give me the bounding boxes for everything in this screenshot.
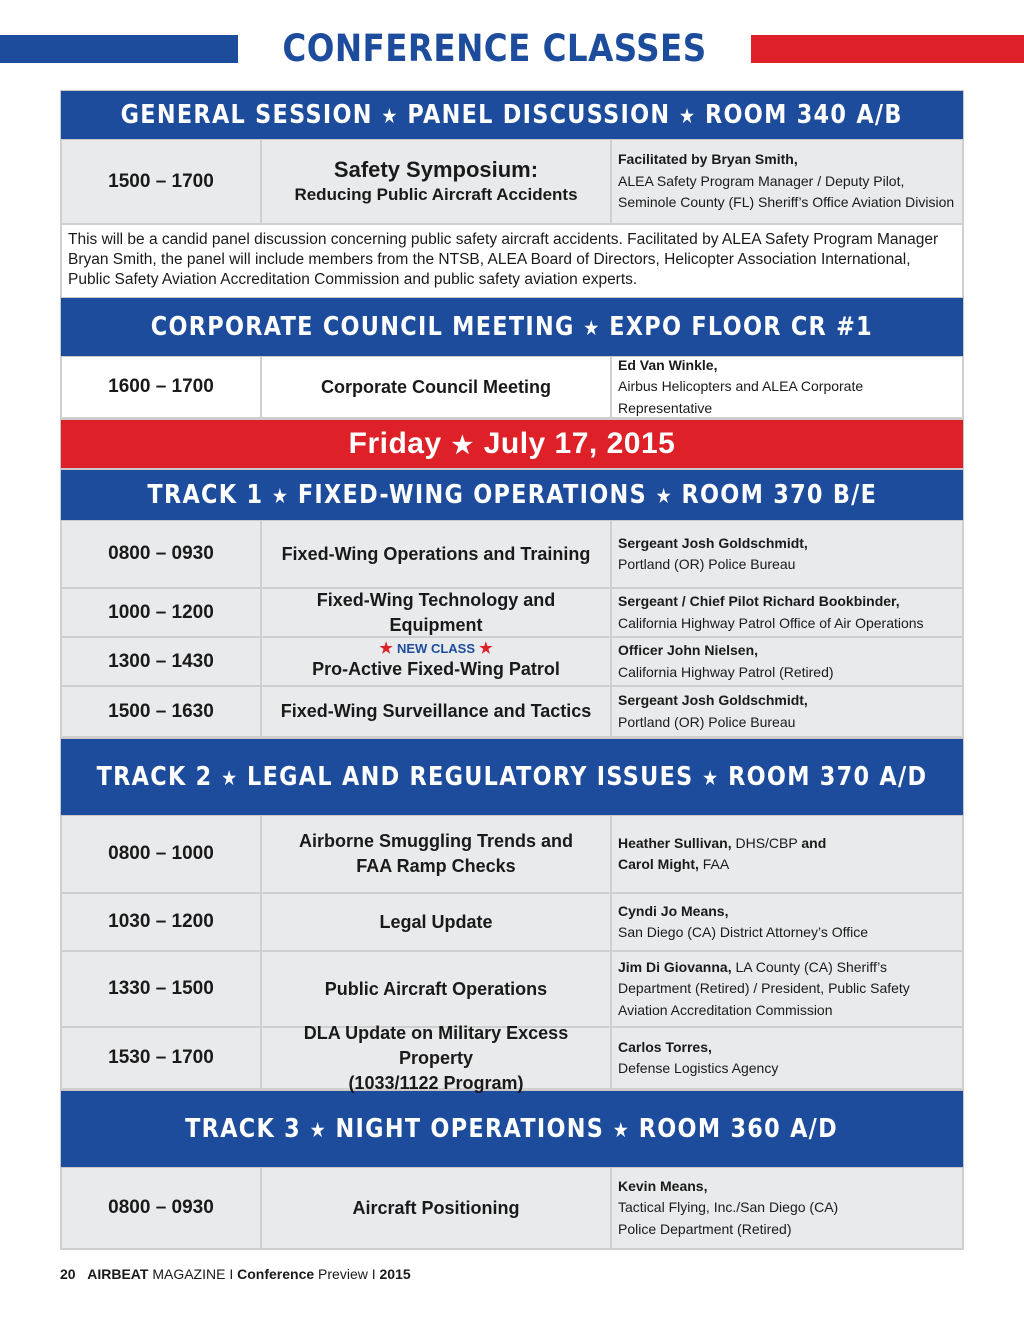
section-header-part: ROOM 370 A/D [728,762,928,792]
session-title-line: Reducing Public Aircraft Accidents [294,184,578,204]
star-icon: ★ [583,316,601,340]
star-icon: ★ [655,484,673,508]
section-header [60,1090,964,1168]
session-time: 0800 – 0930 [62,521,262,587]
session-time: 0800 – 0930 [62,1168,262,1248]
facilitator-lines [618,355,956,420]
section-header-part: CORPORATE COUNCIL MEETING [150,312,575,342]
session-title-line: FAA Ramp Checks [356,856,516,876]
facilitator-detail: Defense Logistics Agency [618,1060,779,1076]
footer-preview: Preview [314,1266,368,1282]
star-icon: ★ [475,640,493,657]
table-row [60,1168,964,1250]
day-banner-part: July 17, 2015 [483,427,676,460]
facilitator-lines [618,1176,956,1241]
facilitator-name: Officer John Nielsen, [618,642,759,658]
section-header-part: EXPO FLOOR CR #1 [609,312,874,342]
star-icon: ★ [679,104,697,128]
session-title [262,638,612,685]
facilitator-name: Heather Sullivan, [618,834,732,851]
session-facilitator [612,952,962,1026]
facilitator-name: Kevin Means, [618,1177,708,1194]
session-title-line: (1033/1122 Program) [348,1072,524,1093]
facilitator-line [618,833,956,855]
session-time: 1600 – 1700 [62,357,262,417]
session-title [262,521,612,587]
session-title-line: Safety Symposium: [333,156,539,182]
star-icon: ★ [379,640,397,657]
session-facilitator [612,816,962,892]
facilitator-name: Cyndi Jo Means, [618,902,729,919]
day-banner-part: Friday [348,427,442,460]
star-icon: ★ [613,1118,631,1142]
facilitator-lines [618,533,956,576]
new-class-label: NEW CLASS [397,641,475,656]
table-row [60,589,964,638]
star-icon: ★ [221,766,239,790]
section-header-part: ROOM 370 B/E [681,480,877,510]
session-facilitator [612,687,962,736]
new-class-badge [379,641,492,657]
section-header-part: GENERAL SESSION [120,100,374,130]
session-title-line: DLA Update on Military Excess Property [303,1022,569,1068]
star-icon: ★ [381,104,400,128]
star-icon: ★ [451,432,474,459]
session-title-line: Aircraft Positioning [352,1197,520,1218]
facilitator-detail: California Highway Patrol (Retired) [618,663,834,680]
session-title [262,357,612,417]
facilitator-detail: LA County (CA) Sheriff’s [731,958,887,975]
facilitator-lines [618,149,956,214]
footer-year: 2015 [379,1266,411,1282]
session-facilitator [612,638,962,685]
schedule-table [60,90,964,1250]
session-time: 1000 – 1200 [62,589,262,636]
footer-brand: AIRBEAT [87,1266,149,1282]
section-header-text [186,1114,839,1144]
table-row [60,1022,964,1093]
facilitator-detail: Representative [618,399,713,416]
session-title [262,589,612,636]
table-row [60,687,964,738]
star-icon: ★ [702,766,720,790]
section-header-text [151,312,873,342]
page-title: CONFERENCE CLASSES [282,27,707,70]
footer-section: Conference [237,1266,315,1282]
facilitator-name: Carlos Torres, [618,1038,712,1055]
table-row [60,816,964,894]
session-time: 1300 – 1430 [62,638,262,685]
footer-separator: I [367,1266,380,1282]
session-title [262,140,612,223]
section-header [60,469,964,521]
session-title [262,816,612,892]
session-time: 1500 – 1700 [62,140,262,223]
facilitator-name: Sergeant / Chief Pilot Richard Bookbinder, [618,593,900,609]
facilitator-detail: Seminole County (FL) Sheriff’s Office Aviation Division [618,194,955,211]
day-banner-text [349,427,676,461]
facilitator-name: and [801,834,827,851]
session-title [262,1168,612,1248]
session-facilitator [612,140,962,223]
facilitator-line [618,957,956,979]
facilitator-detail: ALEA Safety Program Manager / Deputy Pilot, [618,172,905,189]
facilitator-lines [618,1037,956,1080]
facilitator-detail: Portland (OR) Police Bureau [618,713,796,730]
session-title [262,1022,612,1093]
facilitator-detail: Police Department (Retired) [618,1220,792,1237]
session-title-line: Legal Update [379,911,493,932]
facilitator-name: Jim Di Giovanna, [618,958,732,975]
section-header-part: LEGAL AND REGULATORY ISSUES [247,762,694,792]
facilitator-name: Sergeant Josh Goldschmidt, [618,534,808,551]
section-header-text [147,480,877,510]
session-facilitator [612,894,962,950]
table-row [60,952,964,1028]
session-title-line: Public Aircraft Operations [324,978,548,999]
section-header-part: NIGHT OPERATIONS [335,1114,605,1144]
section-header [60,297,964,357]
section-header-part: FIXED-WING OPERATIONS [297,480,647,510]
section-header [60,90,964,140]
session-title-line: Fixed-Wing Surveillance and Tactics [280,701,592,721]
table-row [60,638,964,687]
session-title-line: Fixed-Wing Operations and Training [281,543,591,564]
facilitator-detail: DHS/CBP [731,834,802,851]
page-footer [60,1266,411,1282]
header-right-bar [751,35,1024,63]
facilitator-detail: Department (Retired) / President, Public Safety [618,980,910,997]
facilitator-name: Carol Might, [618,856,699,872]
table-row [60,521,964,589]
facilitator-detail: California Highway Patrol Office of Air Operations [618,614,924,631]
facilitator-lines [618,957,956,1022]
facilitator-lines [618,591,956,634]
facilitator-detail: Tactical Flying, Inc./San Diego (CA) [618,1199,839,1216]
session-time: 0800 – 1000 [62,816,262,892]
footer-page-number: 20 [60,1266,76,1282]
facilitator-name: Ed Van Winkle, [618,356,718,373]
facilitator-lines [618,690,956,733]
day-banner [60,419,964,469]
session-facilitator [612,1028,962,1088]
footer-separator: I [225,1266,238,1282]
section-header-part: TRACK 3 [185,1114,302,1144]
table-row [60,140,964,225]
facilitator-line [618,1000,956,1022]
session-facilitator [612,1168,962,1248]
section-header-part: ROOM 340 A/B [705,100,904,130]
session-facilitator [612,589,962,636]
session-title [262,687,612,736]
facilitator-detail: Portland (OR) Police Bureau [618,556,796,572]
session-title [262,952,612,1026]
facilitator-name: Sergeant Josh Goldschmidt, [618,692,808,708]
session-time: 1530 – 1700 [62,1028,262,1088]
header-left-bar [0,35,238,63]
section-header-text [121,100,903,130]
facilitator-detail: San Diego (CA) District Attorney’s Office [618,924,869,940]
table-row [60,357,964,419]
section-header-part: PANEL DISCUSSION [407,100,671,130]
table-row [60,894,964,952]
facilitator-lines [618,833,956,876]
session-time: 1330 – 1500 [62,952,262,1026]
session-title-line: Fixed-Wing Technology and Equipment [316,589,556,635]
facilitator-detail: Airbus Helicopters and ALEA Corporate [618,378,864,395]
session-title-line: Pro-Active Fixed-Wing Patrol [312,659,560,679]
session-title [262,894,612,950]
session-title-line: Corporate Council Meeting [320,376,551,397]
session-description: This will be a candid panel discussion concerning public safety aircraft accidents. Facilitated by ALEA Safety Program Manager Bryan Smith, the panel will include members from the NTSB, ALEA Board of Directors, Helicopter Association International, Public Safety Aviation Accreditation Commission and public safety aviation experts. [60,225,964,297]
facilitator-detail: Aviation Accreditation Commission [618,1001,833,1018]
section-header-text [97,762,928,792]
section-header-part: ROOM 360 A/D [639,1114,839,1144]
facilitator-line [618,978,956,1000]
facilitator-lines [618,901,956,944]
session-title-line: Airborne Smuggling Trends and [298,831,574,851]
facilitator-name: Facilitated by Bryan Smith, [618,151,798,168]
facilitator-lines [618,640,956,683]
session-facilitator [612,357,962,417]
section-header [60,738,964,816]
session-facilitator [612,521,962,587]
facilitator-detail: FAA [698,856,730,872]
star-icon: ★ [271,484,289,508]
section-header-part: TRACK 2 [96,762,213,792]
session-time: 1500 – 1630 [62,687,262,736]
footer-magazine: MAGAZINE [148,1266,226,1282]
session-time: 1030 – 1200 [62,894,262,950]
section-header-part: TRACK 1 [147,480,263,510]
facilitator-line [618,854,956,876]
star-icon: ★ [310,1118,328,1142]
